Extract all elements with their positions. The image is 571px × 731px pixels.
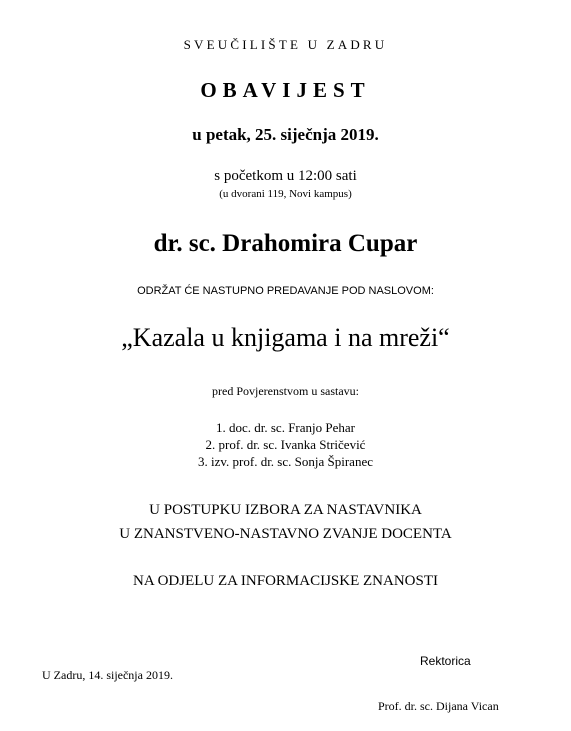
rector-name: Prof. dr. sc. Dijana Vican	[378, 699, 499, 713]
lecture-intro: ODRŽAT ĆE NASTUPNO PREDAVANJE POD NASLOVOM:	[137, 285, 434, 297]
lecture-title: „Kazala u knjigama i na mreži“	[121, 323, 450, 352]
department-name: NA ODJELU ZA INFORMACIJSKE ZNANOSTI	[132, 573, 438, 589]
committee-list	[0, 419, 571, 470]
committee-member: 1. doc. dr. sc. Franjo Pehar	[215, 420, 355, 435]
committee-member: 3. izv. prof. dr. sc. Sonja Špiranec	[198, 454, 373, 469]
procedure-line-2: U ZNANSTVENO-NASTAVNO ZVANJE DOCENTA	[119, 526, 452, 542]
event-time: s početkom u 12:00 sati	[214, 168, 357, 184]
committee-member: 2. prof. dr. sc. Ivanka Stričević	[205, 437, 366, 452]
speaker-name: dr. sc. Drahomira Cupar	[153, 230, 418, 257]
committee-intro: pred Povjerenstvom u sastavu:	[212, 384, 359, 398]
place-and-date: U Zadru, 14. siječnja 2019.	[42, 668, 173, 682]
notice-heading: OBAVIJEST	[200, 78, 371, 102]
event-venue: (u dvorani 119, Novi kampus)	[219, 188, 352, 200]
university-name: SVEUČILIŠTE U ZADRU	[183, 37, 388, 52]
event-date: u petak, 25. siječnja 2019.	[192, 125, 379, 144]
procedure-line-1: U POSTUPKU IZBORA ZA NASTAVNIKA	[149, 502, 422, 518]
rector-title: Rektorica	[420, 654, 471, 668]
